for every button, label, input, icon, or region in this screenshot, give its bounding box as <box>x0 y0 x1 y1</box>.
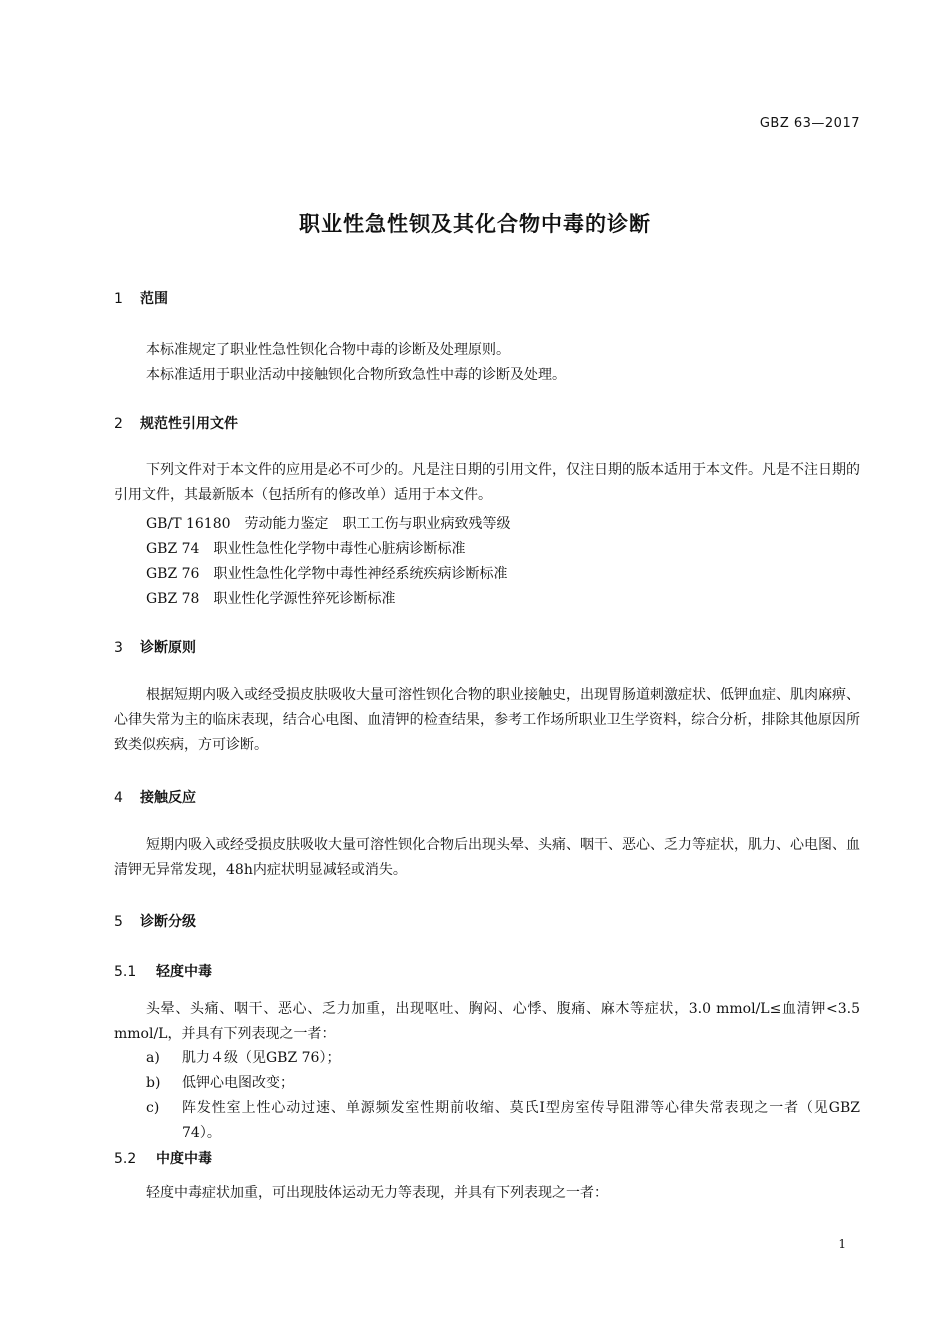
list-marker: b) <box>146 1075 161 1091</box>
section-number: 3 <box>114 640 123 656</box>
section-number: 4 <box>114 790 123 806</box>
reference-item: GBZ 78 职业性化学源性猝死诊断标准 <box>146 591 396 607</box>
paragraph: 本标准规定了职业性急性钡化合物中毒的诊断及处理原则。 <box>146 342 510 358</box>
section-number: 5.1 <box>114 964 137 980</box>
paragraph: 轻度中毒症状加重，可出现肢体运动无力等表现，并具有下列表现之一者： <box>146 1185 608 1201</box>
list-text: 阵发性室上性心动过速、单源频发室性期前收缩、莫氏Ⅰ型房室传导阻滞等心律失常表现之一者（见GBZ 74）。 <box>182 1100 860 1141</box>
list-item <box>146 1046 860 1071</box>
reference-item: GBZ 76 职业性急性化学物中毒性神经系统疾病诊断标准 <box>146 566 508 582</box>
list-item <box>146 1071 860 1096</box>
section-title: 轻度中毒 <box>156 964 212 980</box>
list-marker: c) <box>146 1100 160 1116</box>
reference-item: GBZ 74 职业性急性化学物中毒性心脏病诊断标准 <box>146 541 466 557</box>
list-text: 肌力４级（见GBZ 76）； <box>182 1050 341 1066</box>
section-heading-5 <box>114 911 196 931</box>
paragraph: 下列文件对于本文件的应用是必不可少的。凡是注日期的引用文件，仅注日期的版本适用于本文件。凡是不注日期的引用文件，其最新版本（包括所有的修改单）适用于本文件。 <box>114 462 860 503</box>
section-number: 5.2 <box>114 1151 137 1167</box>
subsection-heading-5-2 <box>114 1148 212 1168</box>
section-heading-2 <box>114 413 238 433</box>
section-heading-1 <box>114 288 168 308</box>
document-title: 职业性急性钡及其化合物中毒的诊断 <box>299 212 651 236</box>
paragraph: 短期内吸入或经受损皮肤吸收大量可溶性钡化合物后出现头晕、头痛、咽干、恶心、乏力等症状，肌力、心电图、血清钾无异常发现，48h内症状明显减轻或消失。 <box>114 837 860 878</box>
section-title: 诊断分级 <box>140 914 196 930</box>
subsection-heading-5-1 <box>114 961 212 981</box>
paragraph: 本标准适用于职业活动中接触钡化合物所致急性中毒的诊断及处理。 <box>146 367 566 383</box>
list-marker: a) <box>146 1050 160 1066</box>
section-title: 范围 <box>140 291 168 307</box>
section-number: 5 <box>114 914 123 930</box>
list-text: 低钾心电图改变； <box>182 1075 294 1091</box>
page-number: 1 <box>838 1237 846 1251</box>
section-title: 接触反应 <box>140 790 196 806</box>
paragraph: 头晕、头痛、咽干、恶心、乏力加重，出现呕吐、胸闷、心悸、腹痛、麻木等症状，3.0 mmol/L≤血清钾<3.5 mmol/L，并具有下列表现之一者： <box>114 1001 860 1042</box>
list-item <box>146 1096 860 1146</box>
reference-item: GB/T 16180 劳动能力鉴定 职工工伤与职业病致残等级 <box>146 516 511 532</box>
standard-code: GBZ 63—2017 <box>759 116 860 131</box>
section-number: 1 <box>114 291 123 307</box>
section-heading-4 <box>114 787 196 807</box>
section-title: 规范性引用文件 <box>140 416 238 432</box>
section-title: 诊断原则 <box>140 640 196 656</box>
section-title: 中度中毒 <box>156 1151 212 1167</box>
section-number: 2 <box>114 416 123 432</box>
paragraph: 根据短期内吸入或经受损皮肤吸收大量可溶性钡化合物的职业接触史，出现胃肠道刺激症状、低钾血症、肌肉麻痹、心律失常为主的临床表现，结合心电图、血清钾的检查结果，参考工作场所职业卫生学资料，综合分析，排除其他原因所致类似疾病，方可诊断。 <box>114 687 860 753</box>
section-heading-3 <box>114 637 196 657</box>
